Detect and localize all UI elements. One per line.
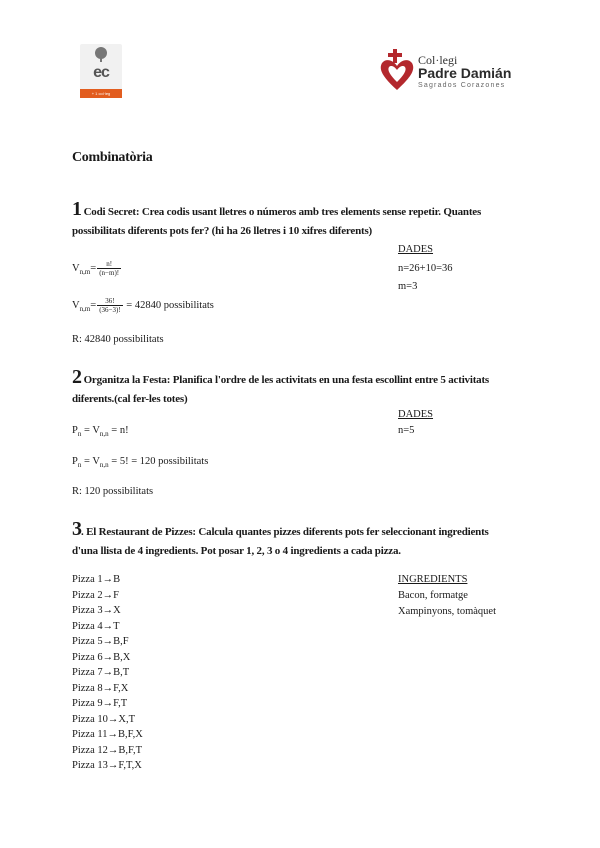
list-item: Pizza 9→F,T <box>72 698 128 709</box>
q2-formula-applied: $P_n = V_{n,n} = 5$! = 120 possibilitats <box>72 456 209 470</box>
school-logo <box>378 48 528 94</box>
question-2-number: 2 <box>72 366 81 388</box>
heart-cross-icon <box>378 48 416 92</box>
q1-formula-general: $V_{n,m}=$ $\frac{n!}{(n-m)!}$ <box>72 260 120 277</box>
question-3-number: 3 <box>72 518 81 540</box>
list-item: Pizza 5→B,F <box>72 636 129 647</box>
school-logo-line1: Col·legi <box>418 53 458 67</box>
school-logo-line3: Sagrados Corazones <box>418 82 506 89</box>
question-1-text: Codi Secret: Crea codis usant lletres o números amb tres elements sense repetir. Quantes possibilitats diferents pots fer? (hi ha 26 lletres i 10 xifres diferents) <box>72 206 482 237</box>
list-item: Pizza 10→X,T <box>72 713 135 725</box>
q1-answer: R: 42840 possibilitats <box>72 334 164 345</box>
q1-dades-label: DADES <box>398 244 434 255</box>
list-item: Pizza 11→B,F,X <box>72 729 143 740</box>
list-item: Pizza 12→B,F,T <box>72 744 143 756</box>
ec-logo-sub: + 1 col·leg <box>80 89 122 98</box>
page-title: Combinatòria <box>72 150 153 165</box>
list-item: Pizza 2→F <box>72 589 119 601</box>
q3-ingredients-line1: Bacon, formatge <box>398 590 468 601</box>
ec-logo <box>80 44 122 98</box>
school-logo-line2: Padre Damián <box>418 65 512 81</box>
question-2-text: Organitza la Festa: Planifica l'ordre de les activitats en una festa escollint entre 5 activitats diferents.(cal fer-les totes) <box>72 374 490 405</box>
list-item: Pizza 8→F,X <box>72 682 129 694</box>
question-1-heading <box>72 200 512 241</box>
question-1-number: 1 <box>72 198 81 220</box>
list-item: Pizza 6→B,X <box>72 651 131 663</box>
q1-formula-applied: $V_{n,m}=$ $\frac{36!}{(36-3)!}$ = 42840 possibilitats <box>72 297 214 314</box>
q1-dades-n: n=26+10=36 <box>398 263 453 274</box>
list-item: Pizza 1→B <box>72 574 121 585</box>
list-item: Pizza 7→B,T <box>72 667 130 678</box>
q1-dades-m: m=3 <box>398 281 418 292</box>
question-3-heading <box>72 520 512 561</box>
list-item: Pizza 4→T <box>72 620 120 632</box>
question-2-heading <box>72 368 512 409</box>
q3-ingredients-label: INGREDIENTS <box>398 574 468 585</box>
ec-logo-text: ec <box>93 64 109 81</box>
q2-dades-n: n=5 <box>398 425 415 436</box>
pizza-list <box>72 574 143 776</box>
q3-ingredients-line2: Xampinyons, tomàquet <box>398 606 496 617</box>
q2-answer: R: 120 possibilitats <box>72 486 154 497</box>
q2-dades-label: DADES <box>398 409 434 420</box>
list-item: Pizza 3→X <box>72 605 121 616</box>
q2-formula-general: $P_n = V_{n,n} = n$! <box>72 425 129 439</box>
list-item: Pizza 13→F,T,X <box>72 760 142 771</box>
question-3-text: . El Restaurant de Pizzes: Calcula quantes pizzes diferents pots fer seleccionant ingredients d'una llista de 4 ingredients. Pot posar 1, 2, 3 o 4 ingredients a cada pizza. <box>72 526 489 557</box>
tree-icon <box>80 44 122 64</box>
